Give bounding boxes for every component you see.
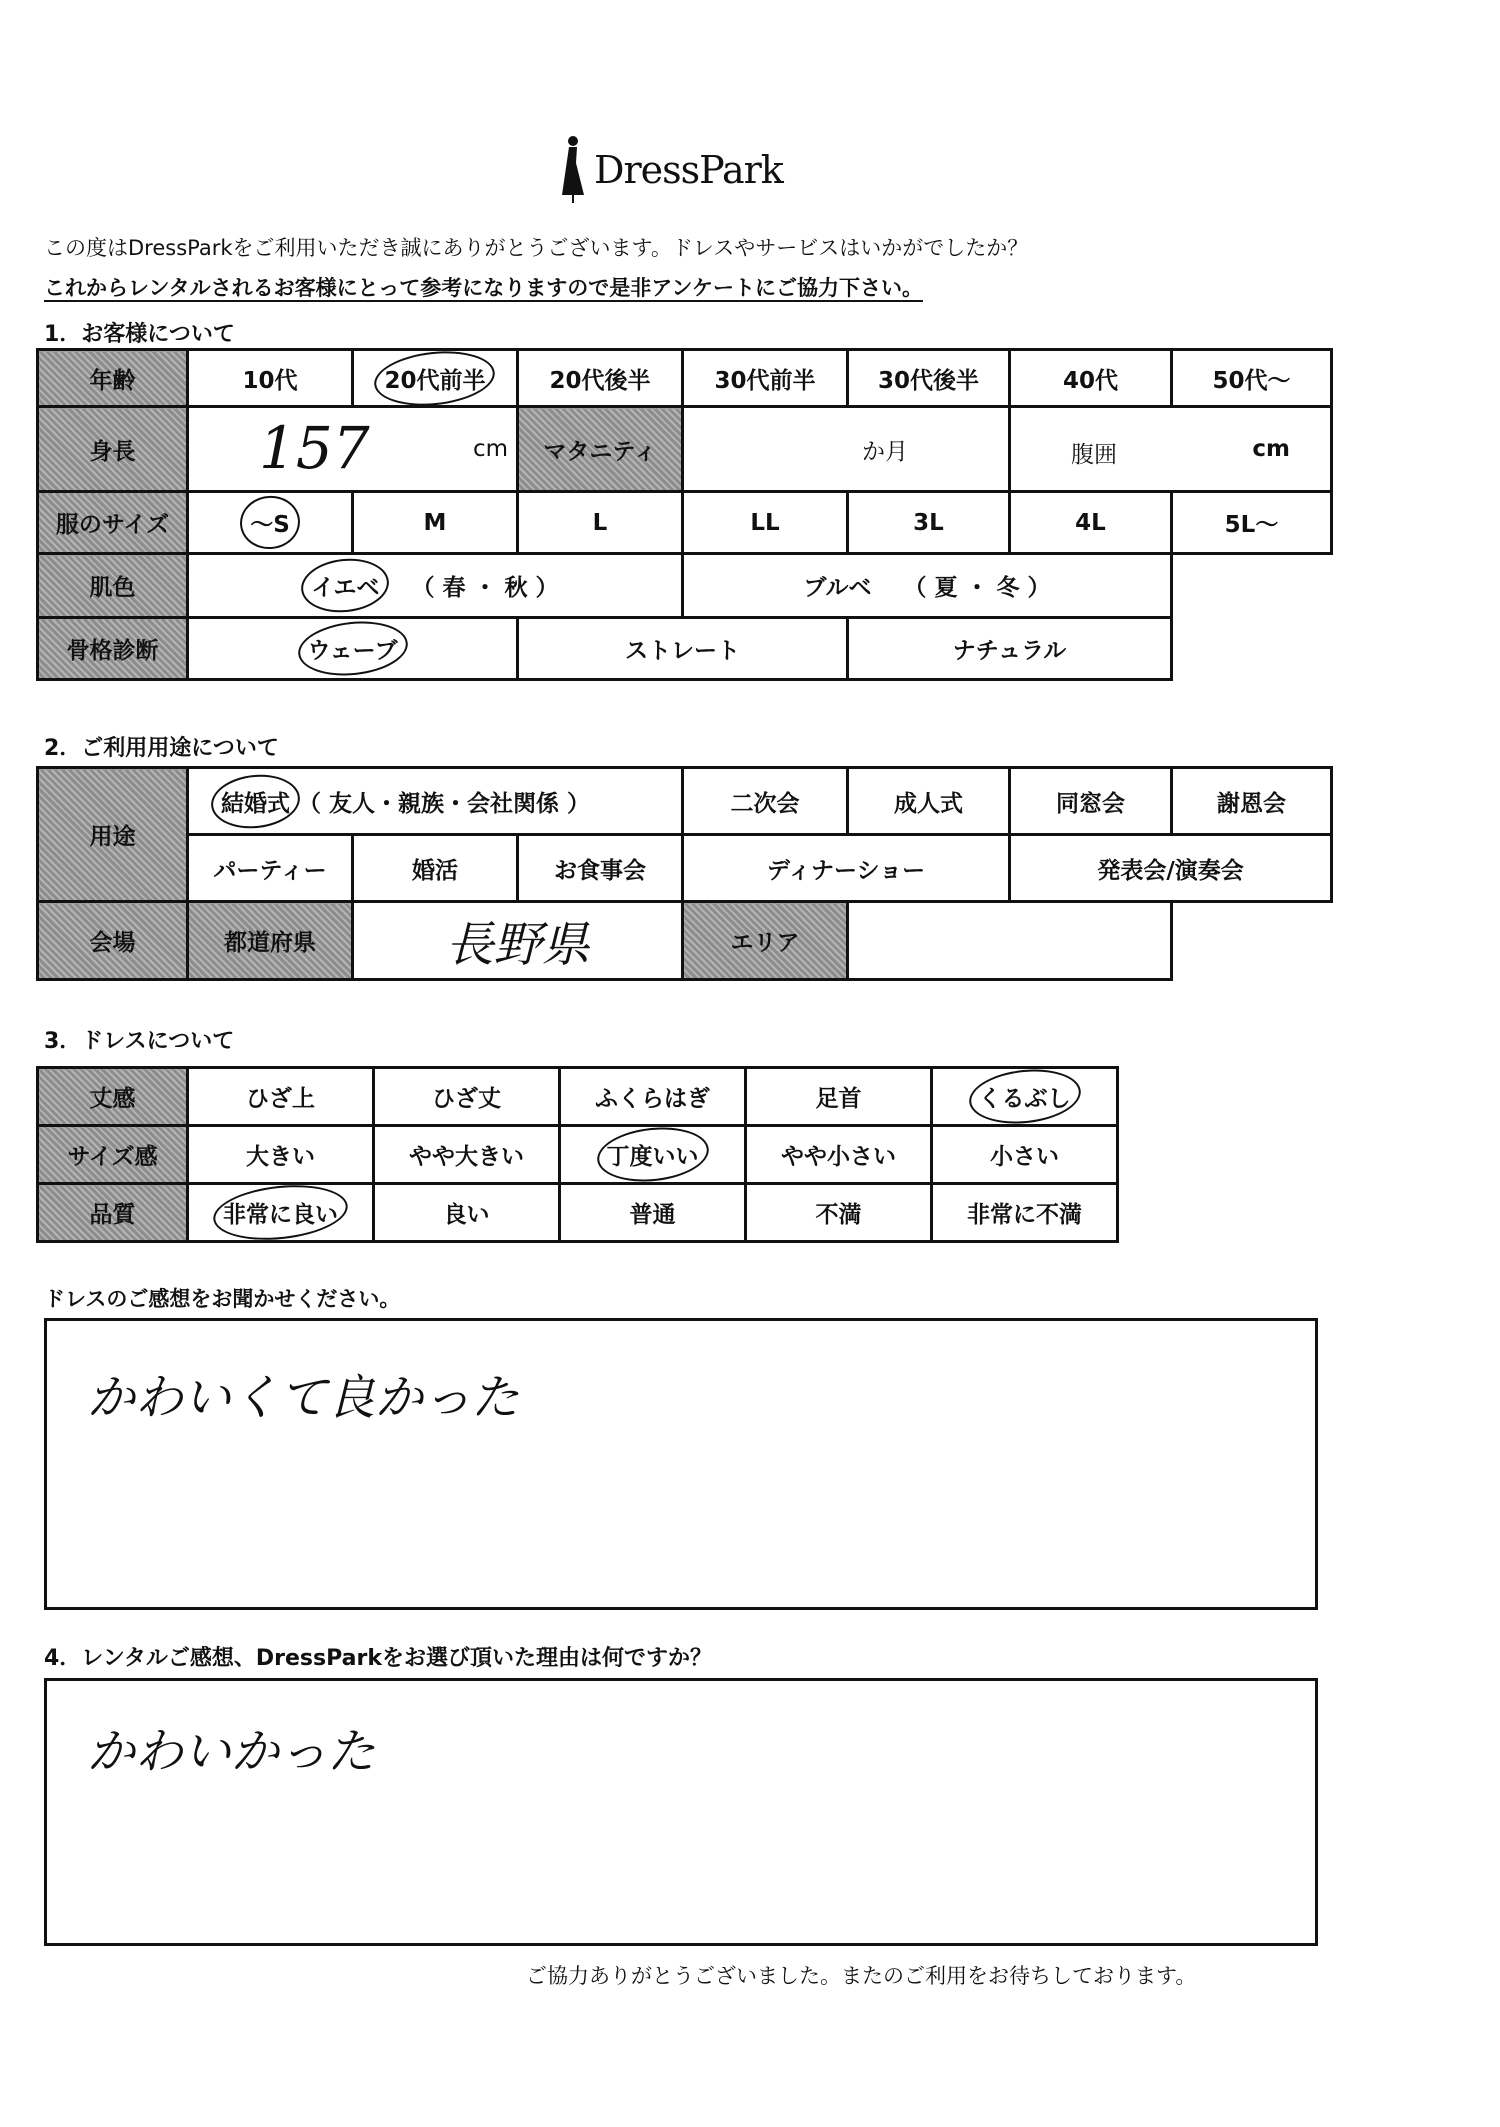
size-option[interactable]: LL [683, 492, 848, 554]
height-label: 身長 [38, 407, 188, 492]
fit-label: サイズ感 [38, 1126, 188, 1184]
purpose-wedding[interactable] [188, 768, 683, 835]
age-option[interactable]: 30代後半 [848, 350, 1010, 407]
purpose-option[interactable]: 謝恩会 [1172, 768, 1332, 835]
quality-option[interactable]: 不満 [746, 1184, 932, 1242]
intro-line-2: これからレンタルされるお客様にとって参考になりますので是非アンケートにご協力下さい。 [44, 276, 923, 300]
quality-option[interactable]: 非常に不満 [932, 1184, 1118, 1242]
waist-label: 腹囲 [1071, 442, 1117, 468]
logo [560, 125, 783, 215]
purpose-option[interactable]: 婚活 [353, 835, 518, 902]
intro-line-1: この度はDressParkをご利用いただき誠にありがとうございます。ドレスやサービスはいかがでしたか？ [44, 236, 1029, 260]
age-option[interactable]: 50代～ [1172, 350, 1332, 407]
skin-label: 肌色 [38, 554, 188, 618]
frame-option[interactable]: ナチュラル [848, 618, 1172, 680]
purpose-option[interactable]: 成人式 [848, 768, 1010, 835]
section2-title: 2．ご利用用途について [44, 736, 279, 761]
age-option[interactable]: 40代 [1010, 350, 1172, 407]
purpose-option[interactable]: 発表会/演奏会 [1010, 835, 1332, 902]
dress-comment-prompt: ドレスのご感想をお聞かせください。 [44, 1287, 401, 1311]
size-option[interactable]: L [518, 492, 683, 554]
size-option[interactable]: M [353, 492, 518, 554]
selection-circle: 丁度いい [607, 1138, 699, 1171]
quality-option[interactable]: 普通 [560, 1184, 746, 1242]
maternity-label: マタニティ [518, 407, 683, 492]
selection-circle: 20代前半 [384, 362, 485, 395]
length-label: 丈感 [38, 1068, 188, 1126]
skin-option-yellow[interactable] [188, 554, 683, 618]
size-label: 服のサイズ [38, 492, 188, 554]
dress-comment-text: かわいくて良かった [87, 1370, 520, 1426]
quality-option[interactable]: 良い [374, 1184, 560, 1242]
size-option[interactable]: 5L～ [1172, 492, 1332, 554]
dress-comment-box[interactable] [44, 1318, 1318, 1610]
fit-option[interactable]: 大きい [188, 1126, 374, 1184]
purpose-option[interactable]: ディナーショー [683, 835, 1010, 902]
area-field[interactable] [848, 902, 1172, 980]
height-unit: cm [472, 436, 508, 462]
usage-table [36, 766, 1333, 981]
age-label: 年齢 [38, 350, 188, 407]
quality-option-selected[interactable] [188, 1184, 374, 1242]
height-field[interactable] [188, 407, 518, 492]
venue-label: 会場 [38, 902, 188, 980]
selection-circle: ～S [250, 506, 290, 539]
dress-table [36, 1066, 1119, 1243]
waist-field[interactable] [1010, 407, 1332, 492]
purpose-option[interactable]: お食事会 [518, 835, 683, 902]
age-option-selected[interactable] [353, 350, 518, 407]
skin-blue: ブルベ [803, 575, 872, 601]
purpose-wedding-sub: （ 友人・親族・会社関係 ） [298, 790, 591, 817]
size-option[interactable]: 3L [848, 492, 1010, 554]
selection-circle: ウェーブ [308, 632, 398, 665]
length-option[interactable]: ひざ丈 [374, 1068, 560, 1126]
skin-blue-sub: （ 夏 ・ 冬 ） [903, 575, 1051, 601]
section1-title: 1．お客様について [44, 322, 235, 347]
dress-icon [560, 135, 586, 205]
prefecture-label: 都道府県 [188, 902, 353, 980]
skin-yellow-sub: （ 春 ・ 秋 ） [411, 575, 559, 601]
section4-title: 4．レンタルご感想、DressParkをお選び頂いた理由は何ですか？ [44, 1646, 712, 1671]
section3-title: 3．ドレスについて [44, 1029, 235, 1054]
height-value: 157 [259, 414, 370, 482]
fit-option[interactable]: やや大きい [374, 1126, 560, 1184]
area-label: エリア [683, 902, 848, 980]
quality-label: 品質 [38, 1184, 188, 1242]
selection-circle: イエベ [311, 569, 379, 602]
frame-option-selected[interactable] [188, 618, 518, 680]
logo-text: DressPark [594, 148, 783, 192]
selection-circle: 非常に良い [223, 1196, 338, 1229]
purpose-option[interactable]: パーティー [188, 835, 353, 902]
length-option[interactable]: 足首 [746, 1068, 932, 1126]
frame-option[interactable]: ストレート [518, 618, 848, 680]
prefecture-value: 長野県 [445, 917, 590, 973]
customer-table [36, 348, 1333, 681]
length-option[interactable]: ひざ上 [188, 1068, 374, 1126]
reason-comment-text: かわいかった [87, 1724, 376, 1780]
months-field[interactable]: か月 [683, 407, 1010, 492]
frame-label: 骨格診断 [38, 618, 188, 680]
selection-circle: くるぶし [979, 1080, 1071, 1113]
length-option-selected[interactable] [932, 1068, 1118, 1126]
selection-circle: 結婚式 [221, 785, 290, 818]
purpose-label: 用途 [38, 768, 188, 902]
waist-unit: cm [1252, 436, 1290, 462]
purpose-option[interactable]: 同窓会 [1010, 768, 1172, 835]
prefecture-field[interactable] [353, 902, 683, 980]
skin-option-blue[interactable] [683, 554, 1172, 618]
size-option-selected[interactable] [188, 492, 353, 554]
age-option[interactable]: 20代後半 [518, 350, 683, 407]
thanks-message: ご協力ありがとうございました。またのご利用をお待ちしております。 [526, 1964, 1197, 1988]
length-option[interactable]: ふくらはぎ [560, 1068, 746, 1126]
fit-option[interactable]: やや小さい [746, 1126, 932, 1184]
purpose-option[interactable]: 二次会 [683, 768, 848, 835]
fit-option[interactable]: 小さい [932, 1126, 1118, 1184]
reason-comment-box[interactable] [44, 1678, 1318, 1946]
age-option[interactable]: 30代前半 [683, 350, 848, 407]
fit-option-selected[interactable] [560, 1126, 746, 1184]
age-option[interactable]: 10代 [188, 350, 353, 407]
size-option[interactable]: 4L [1010, 492, 1172, 554]
